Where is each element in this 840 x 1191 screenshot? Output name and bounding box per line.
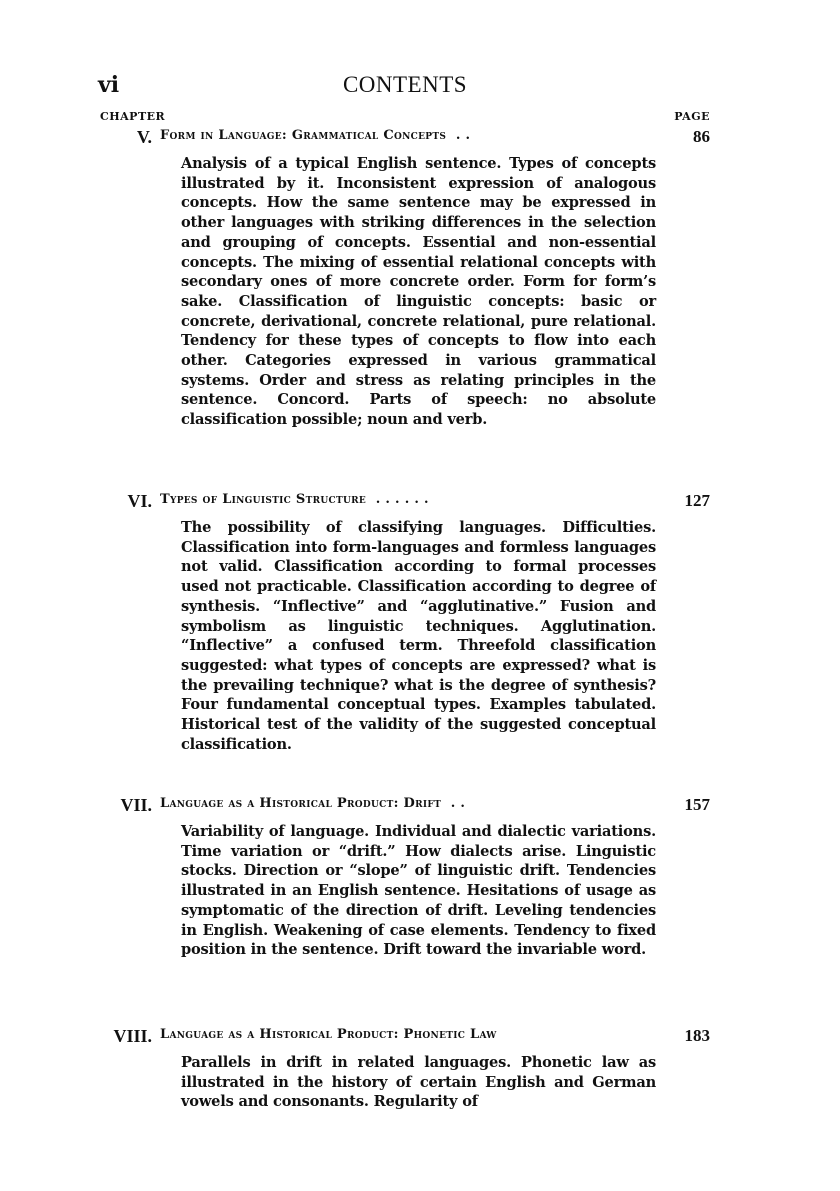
chapter-page-number: 127 xyxy=(684,491,710,510)
chapter-page-number: 86 xyxy=(693,127,710,146)
page-number: vi xyxy=(98,72,120,98)
chapter-column-label: CHAPTER xyxy=(100,110,166,123)
chapter-v-summary: Analysis of a typical English sentence. Types of concepts illustrated by it. Inconsistent expression of analogous concepts. How the same sentence may be expressed in other languages with striking differences in the selection and grouping of concepts. Essential and non-essential concepts. The mixing of essential relational concepts with secondary ones of more concrete order. Form for form’s sake. Classification of linguistic concepts: basic or concrete, derivational, concrete relational, pure relational. Tendency for these types of concepts to flow into each other. Categories expressed in various grammatical systems. Order and stress as relating principles in the sentence. Concord. Parts of speech: no absolute classification possible; noun and verb. xyxy=(181,155,656,429)
column-labels xyxy=(100,110,710,126)
chapter-page-number: 183 xyxy=(684,1026,710,1045)
chapter-viii-heading xyxy=(96,1026,710,1050)
chapter-numeral: VII. xyxy=(120,795,152,815)
chapter-numeral: VIII. xyxy=(113,1026,152,1046)
chapter-numeral: VI. xyxy=(127,491,152,511)
chapter-page-number: 157 xyxy=(684,795,710,814)
page-column-label: PAGE xyxy=(674,110,710,123)
chapter-vii-summary: Variability of language. Individual and dialectic variations. Time variation or “drift.” How dialects arise. Linguistic stocks. Direction or “slope” of linguistic drift. Tendencies illustrated in an English sentence. Hesitations of usage as symptomatic of the direction of drift. Leveling tendencies in English. Weakening of case elements. Tendency to fixed position in the sentence. Drift toward the invariable word. xyxy=(181,823,656,959)
chapter-title: Language as a Historical Product: Drift . . xyxy=(160,796,466,811)
page-title: CONTENTS xyxy=(342,72,468,97)
chapter-numeral: V. xyxy=(136,127,152,147)
chapter-vi-heading xyxy=(96,491,710,515)
chapter-v-heading xyxy=(96,127,710,151)
chapter-title: Language as a Historical Product: Phonetic Law xyxy=(160,1027,497,1042)
chapter-title: Form in Language: Grammatical Concepts . . xyxy=(160,128,471,143)
chapter-vi-summary: The possibility of classifying languages. Difficulties. Classification into form-languages and formless languages not valid. Classification according to formal processes used not practicable. Classification according to degree of synthesis. “Inflective” and “agglutinative.” Fusion and symbolism as linguistic techniques. Agglutination. “Inflective” a confused term. Threefold classification suggested: what types of concepts are expressed? what is the prevailing technique? what is the degree of synthesis? Four fundamental conceptual types. Examples tabulated. Historical test of the validity of the suggested conceptual classification. xyxy=(181,519,656,753)
chapter-vii-heading xyxy=(96,795,710,819)
running-head xyxy=(98,72,712,102)
chapter-title: Types of Linguistic Structure . . . . . . xyxy=(160,492,429,507)
chapter-viii-summary: Parallels in drift in related languages. Phonetic law as illustrated in the history of certain English and German vowels and consonants. Regularity of xyxy=(181,1054,656,1111)
